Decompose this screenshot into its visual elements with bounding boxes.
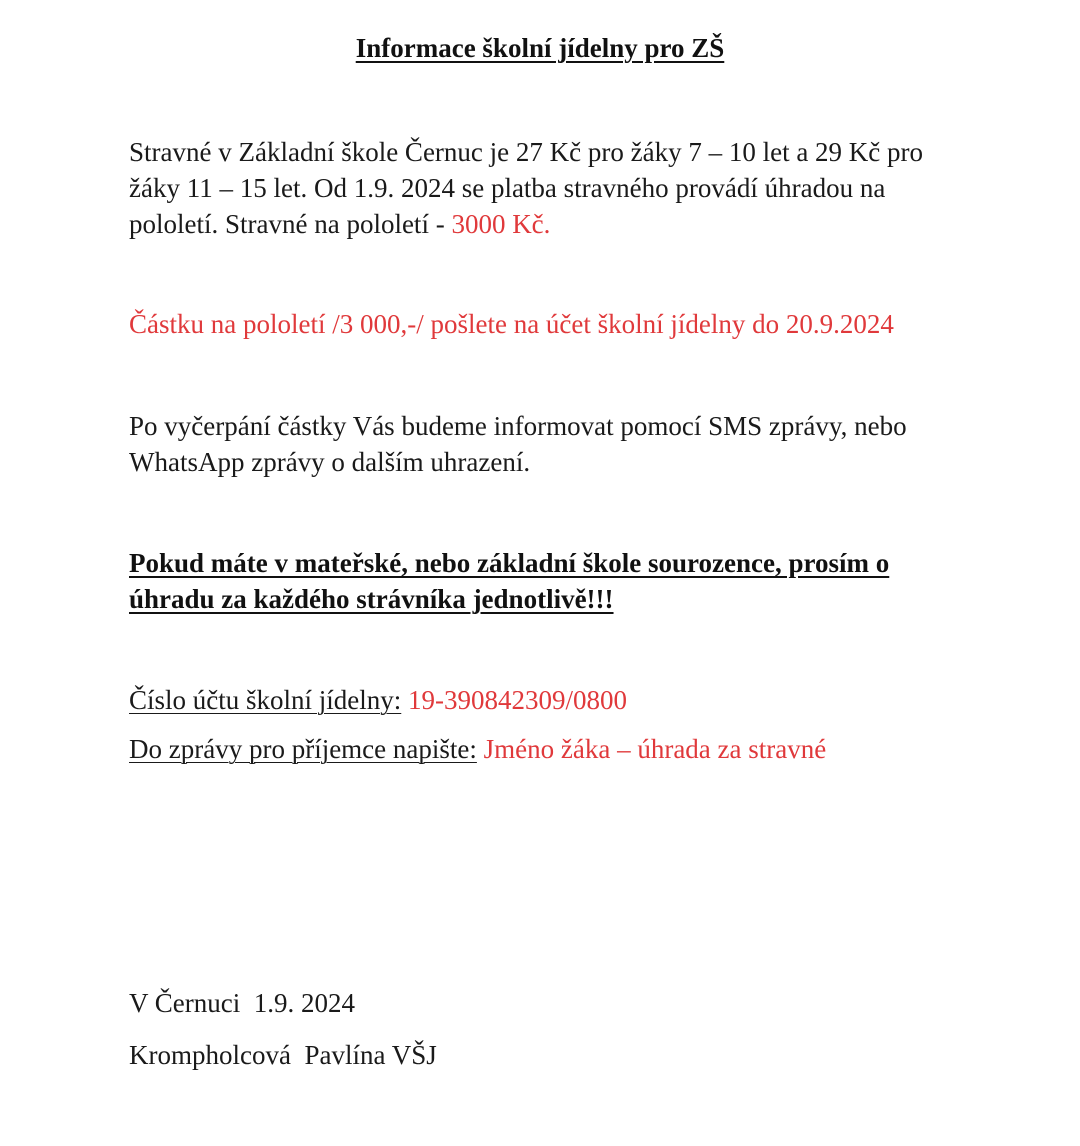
payment-message-label: Do zprávy pro příjemce napište: <box>129 734 477 764</box>
place-and-date: V Černuci 1.9. 2024 <box>129 988 355 1018</box>
signature: Krompholcová Pavlína VŠJ <box>129 1040 437 1070</box>
payment-deadline-paragraph: Částku na pololetí /3 000,-/ pošlete na účet školní jídelny do 20.9.2024 <box>129 309 894 339</box>
semester-amount: 3000 Kč. <box>451 209 551 239</box>
document-title: Informace školní jídelny pro ZŠ <box>355 33 725 63</box>
meal-price-paragraph <box>129 134 959 242</box>
meal-price-text: Stravné v Základní škole Černuc je 27 Kč pro žáky 7 – 10 let a 29 Kč pro žáky 11 – 15 let. Od 1.9. 2024 se platba stravného provádí úhradou na pololetí. Stravné na pololetí - <box>129 137 924 239</box>
account-number-value: 19-390842309/0800 <box>408 685 628 715</box>
account-number-label: Číslo účtu školní jídelny: <box>129 685 402 715</box>
notification-paragraph: Po vyčerpání částky Vás budeme informovat pomocí SMS zprávy, nebo WhatsApp zprávy o dalším uhrazení. <box>129 411 907 477</box>
siblings-notice: Pokud máte v mateřské, nebo základní škole sourozence, prosím o úhradu za každého strávníka jednotlivě!!! <box>129 548 890 614</box>
payment-message-value: Jméno žáka – úhrada za stravné <box>483 734 827 764</box>
payment-message-line <box>129 731 959 767</box>
account-number-line <box>129 682 959 718</box>
